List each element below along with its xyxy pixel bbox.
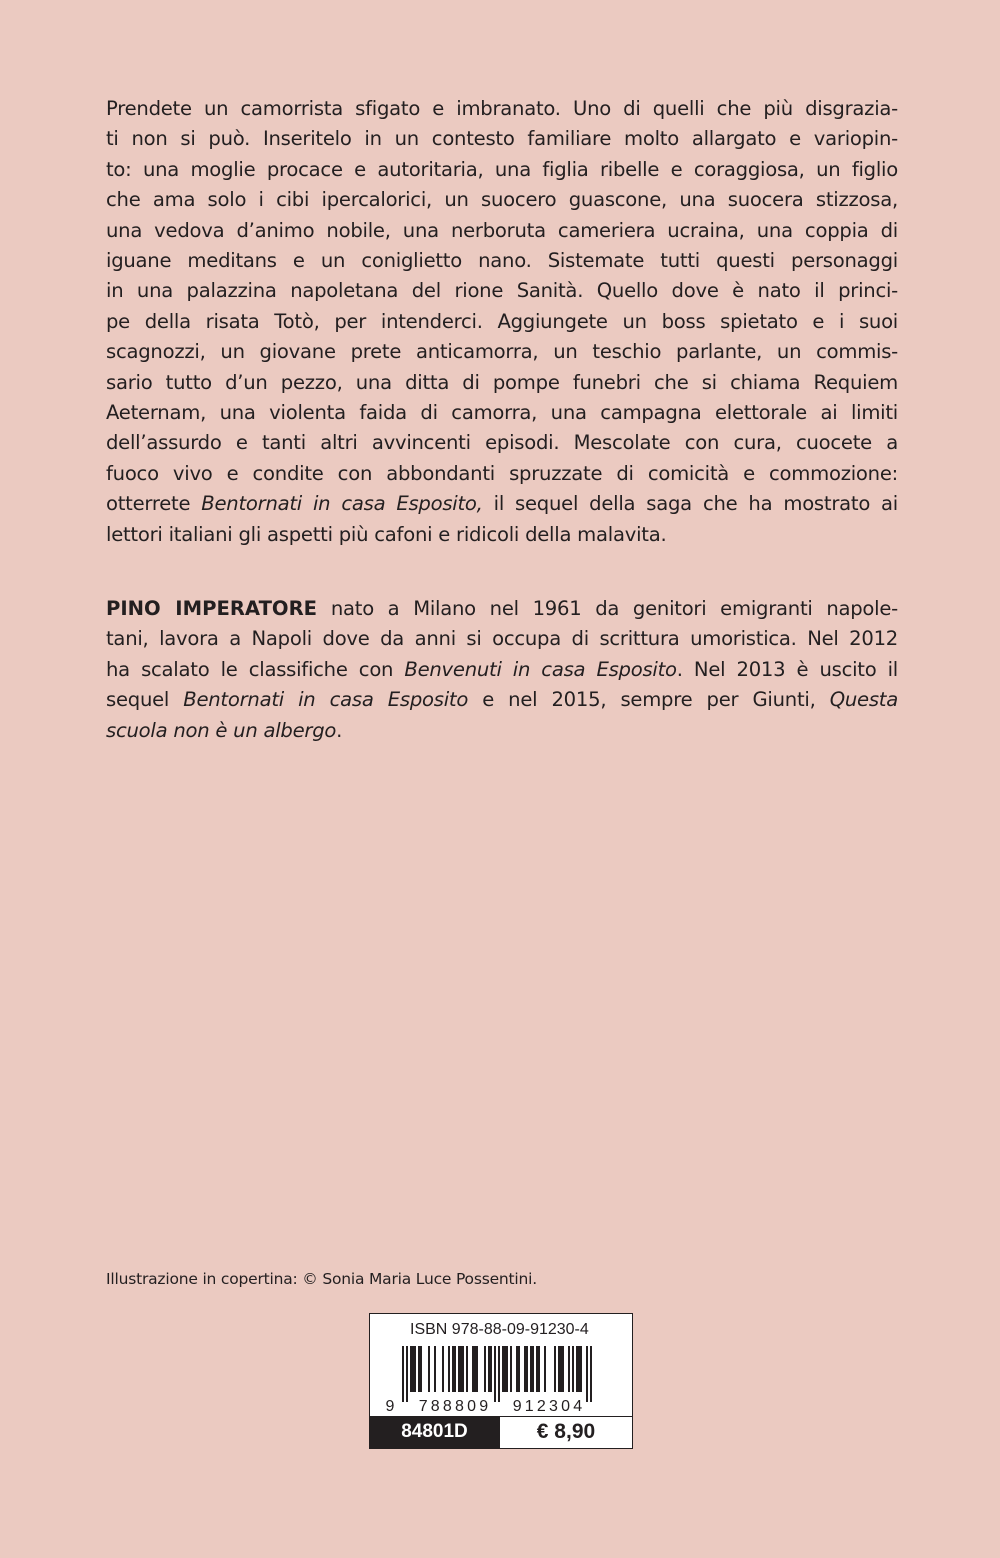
blurb-line: pe della risata Totò, per intenderci. Aggiungete un boss spietato e i suoi [106, 309, 898, 333]
book-title: Bentornati in casa Esposito, [201, 492, 483, 516]
bio-text: e nel 2015, sempre per Giunti, [468, 688, 830, 712]
barcode-bars [370, 1314, 631, 1418]
barcode-bar [562, 1346, 564, 1392]
barcode-bar [544, 1346, 546, 1392]
barcode-bar [466, 1346, 468, 1392]
blurb-line: fuoco vivo e condite con abbondanti spruzzate di comicità e commozione: [106, 461, 898, 485]
book-title: Bentornati in casa Esposito [183, 688, 469, 712]
barcode-bar [428, 1346, 430, 1392]
barcode-bar [458, 1346, 460, 1392]
barcode-bar [462, 1346, 464, 1392]
barcode-bar [472, 1346, 474, 1392]
barcode-guard-bar [406, 1346, 408, 1402]
barcode-bar [510, 1346, 512, 1392]
blurb-line: ti non si può. Inseritelo in un contesto familiare molto allargato e variopin- [106, 127, 898, 151]
book-title: Benvenuti in casa Esposito [404, 657, 677, 681]
blurb-line: iguane meditans e un coniglietto nano. Sistemate tutti questi personaggi [106, 249, 898, 273]
barcode-bar [474, 1346, 476, 1392]
barcode-bar [442, 1346, 444, 1392]
isbn-label: ISBN 978-88-09-91230-4 [410, 1321, 589, 1338]
barcode-bar [460, 1346, 462, 1392]
bio-text: nato a Milano nel 1961 da genitori emigranti napole- [317, 597, 898, 620]
isbn-barcode [369, 1313, 633, 1449]
code-price-bar [370, 1416, 632, 1448]
barcode-bar [414, 1346, 416, 1392]
barcode-bar [580, 1346, 582, 1392]
blurb-line: lettori italiani gli aspetti più cafoni e ridicoli della malavita. [106, 522, 667, 546]
barcode-bar [572, 1346, 574, 1392]
blurb-line: Prendete un camorrista sfigato e imbranato. Uno di quelli che più disgrazia- [106, 97, 898, 120]
barcode-bar [410, 1346, 412, 1392]
barcode-bar [516, 1346, 518, 1392]
barcode-bar [558, 1346, 560, 1392]
barcode-bar [418, 1346, 420, 1392]
barcode-bar [560, 1346, 562, 1392]
product-code: 84801D [370, 1417, 499, 1448]
blurb-line: in una palazzina napoletana del rione Sanità. Quello dove è nato il princi- [106, 279, 898, 303]
barcode-bar [452, 1346, 454, 1392]
barcode-guard-bar [590, 1346, 592, 1402]
barcode-bar [526, 1346, 528, 1392]
bio-line [106, 685, 898, 715]
barcode-bar [578, 1346, 580, 1392]
author-name: PINO IMPERATORE [106, 597, 318, 620]
barcode-bar [506, 1346, 508, 1392]
bio-line [106, 655, 898, 685]
barcode-bar [524, 1346, 526, 1392]
author-bio [106, 594, 898, 746]
barcode-guard-bar [586, 1346, 588, 1402]
blurb-line [106, 489, 898, 519]
barcode-bar [434, 1346, 436, 1392]
barcode-left-digits: 788809 [418, 1398, 492, 1415]
blurb-line: scagnozzi, un giovane prete anticamorra, un teschio parlante, un commis- [106, 340, 898, 364]
barcode-bar [554, 1346, 556, 1392]
barcode-bar [568, 1346, 570, 1392]
price: € 8,90 [499, 1417, 632, 1448]
bio-text: . Nel 2013 è uscito il [676, 657, 898, 681]
blurb-paragraph [106, 94, 898, 550]
bio-line: tani, lavora a Napoli dove da anni si occupa di scrittura umoristica. Nel 2012 [106, 627, 898, 651]
barcode-bar [538, 1346, 540, 1392]
bio-text: . [336, 718, 343, 742]
barcode-bar [412, 1346, 414, 1392]
blurb-text: otterrete [106, 492, 202, 516]
barcode-guard-bar [494, 1346, 496, 1402]
barcode-bar [530, 1346, 532, 1392]
barcode-bar [518, 1346, 520, 1392]
blurb-line: una vedova d’animo nobile, una nerboruta cameriera ucraina, una coppia di [106, 218, 898, 242]
barcode-bar [454, 1346, 456, 1392]
blurb-line: dell’assurdo e tanti altri avvincenti episodi. Mescolate con cura, cuocete a [106, 431, 898, 455]
blurb-line: to: una moglie procace e autoritaria, una figlia ribelle e coraggiosa, un figlio [106, 157, 898, 181]
bio-text: sequel [106, 688, 184, 712]
barcode-bar [576, 1346, 578, 1392]
blurb-text: il sequel della saga che ha mostrato ai [482, 492, 898, 516]
barcode-first-digit: 9 [385, 1398, 395, 1415]
barcode-right-digits: 912304 [512, 1398, 586, 1415]
barcode-bar [490, 1346, 492, 1392]
barcode-bar [448, 1346, 450, 1392]
barcode-bar [504, 1346, 506, 1392]
book-title: scuola non è un albergo [106, 718, 337, 742]
barcode-guard-bar [402, 1346, 404, 1402]
barcode-bar [532, 1346, 534, 1392]
barcode-bar [536, 1346, 538, 1392]
illustration-credit: Illustrazione in copertina: © Sonia Maria Luce Possentini. [106, 1270, 537, 1288]
bio-line [106, 716, 898, 746]
book-title: Questa [829, 688, 898, 712]
barcode-bar [420, 1346, 422, 1392]
barcode-bar [488, 1346, 490, 1392]
blurb-line: Aeternam, una violenta faida di camorra, una campagna elettorale ai limiti [106, 401, 898, 425]
bio-text: ha scalato le classifiche con [106, 657, 405, 681]
blurb-line: sario tutto d’un pezzo, una ditta di pompe funebri che si chiama Requiem [106, 370, 898, 394]
blurb-line: che ama solo i cibi ipercalorici, un suocero guascone, una suocera stizzosa, [106, 188, 898, 212]
bio-line [106, 594, 898, 624]
barcode-bar [484, 1346, 486, 1392]
barcode-guard-bar [498, 1346, 500, 1402]
barcode-bar [476, 1346, 478, 1392]
barcode-bar [502, 1346, 504, 1392]
